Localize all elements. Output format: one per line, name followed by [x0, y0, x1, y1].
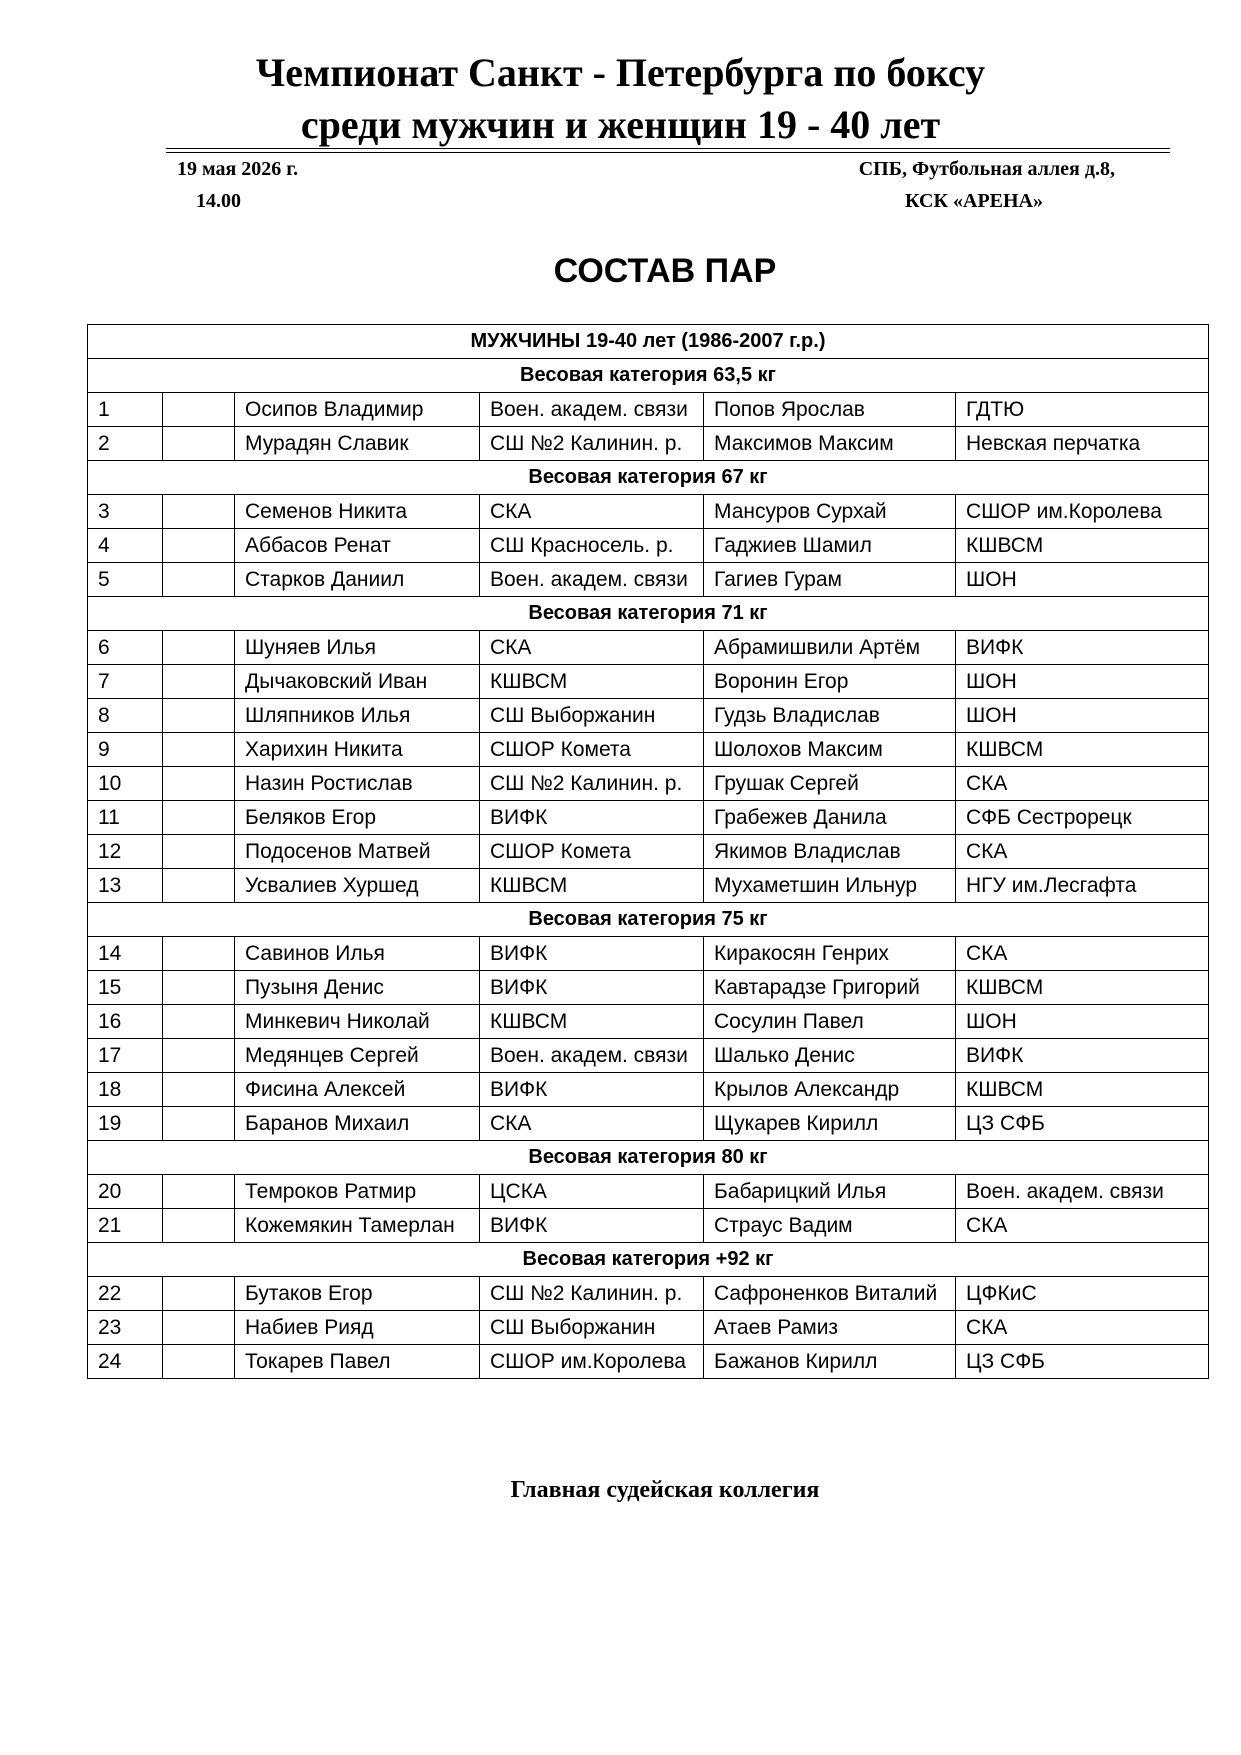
- blue-corner-boxer: Сосулин Павел: [704, 1005, 956, 1039]
- blue-corner-club: ЦЗ СФБ: [956, 1107, 1209, 1141]
- event-date: 19 мая 2026 г.: [177, 158, 299, 180]
- table-row: [88, 1345, 1209, 1379]
- bout-number: 17: [88, 1039, 163, 1073]
- table-row: [88, 427, 1209, 461]
- blue-corner-boxer: Мансуров Сурхай: [704, 495, 956, 529]
- blue-corner-club: СКА: [956, 1311, 1209, 1345]
- title-underline-bottom: [166, 152, 1170, 153]
- document-title-line1: Чемпионат Санкт - Петербурга по боксу: [255, 50, 986, 95]
- bout-number: 10: [88, 767, 163, 801]
- table-row: [88, 1277, 1209, 1311]
- red-corner-boxer: Баранов Михаил: [235, 1107, 480, 1141]
- weight-category-row: [88, 903, 1209, 937]
- red-corner-club: СШ №2 Калинин. р.: [480, 427, 704, 461]
- blue-corner-club: ВИФК: [956, 1039, 1209, 1073]
- blue-corner-club: КШВСМ: [956, 1073, 1209, 1107]
- red-corner-boxer: Харихин Никита: [235, 733, 480, 767]
- bout-number: 18: [88, 1073, 163, 1107]
- red-corner-boxer: Дычаковский Иван: [235, 665, 480, 699]
- bout-number: 1: [88, 393, 163, 427]
- bout-number: 21: [88, 1209, 163, 1243]
- blue-corner-club: КШВСМ: [956, 529, 1209, 563]
- bout-number: 12: [88, 835, 163, 869]
- blank-cell: [163, 1107, 235, 1141]
- blue-corner-boxer: Шалько Денис: [704, 1039, 956, 1073]
- blue-corner-boxer: Попов Ярослав: [704, 393, 956, 427]
- table-row: [88, 733, 1209, 767]
- blue-corner-club: ШОН: [956, 699, 1209, 733]
- blank-cell: [163, 801, 235, 835]
- table-row: [88, 1039, 1209, 1073]
- document-title-line2: среди мужчин и женщин 19 - 40 лет: [300, 102, 941, 147]
- blank-cell: [163, 665, 235, 699]
- table-row: [88, 971, 1209, 1005]
- blue-corner-boxer: Мухаметшин Ильнур: [704, 869, 956, 903]
- table-row: [88, 699, 1209, 733]
- red-corner-club: СШ №2 Калинин. р.: [480, 767, 704, 801]
- red-corner-boxer: Минкевич Николай: [235, 1005, 480, 1039]
- red-corner-boxer: Усвалиев Хуршед: [235, 869, 480, 903]
- pairs-table-body: [88, 325, 1209, 1379]
- red-corner-club: СШ Выборжанин: [480, 699, 704, 733]
- red-corner-club: СШОР им.Королева: [480, 1345, 704, 1379]
- weight-category-row: [88, 461, 1209, 495]
- weight-category-title: Весовая категория 67 кг: [88, 461, 1209, 495]
- blue-corner-boxer: Бажанов Кирилл: [704, 1345, 956, 1379]
- blue-corner-boxer: Максимов Максим: [704, 427, 956, 461]
- red-corner-boxer: Старков Даниил: [235, 563, 480, 597]
- bout-number: 14: [88, 937, 163, 971]
- table-row: [88, 1311, 1209, 1345]
- bout-number: 3: [88, 495, 163, 529]
- red-corner-club: СШ №2 Калинин. р.: [480, 1277, 704, 1311]
- red-corner-boxer: Беляков Егор: [235, 801, 480, 835]
- red-corner-boxer: Кожемякин Тамерлан: [235, 1209, 480, 1243]
- blue-corner-boxer: Грушак Сергей: [704, 767, 956, 801]
- bout-number: 20: [88, 1175, 163, 1209]
- bout-number: 9: [88, 733, 163, 767]
- event-time: 14.00: [196, 190, 241, 212]
- weight-category-title: Весовая категория 75 кг: [88, 903, 1209, 937]
- red-corner-boxer: Шуняев Илья: [235, 631, 480, 665]
- blank-cell: [163, 1175, 235, 1209]
- red-corner-boxer: Шляпников Илья: [235, 699, 480, 733]
- red-corner-boxer: Назин Ростислав: [235, 767, 480, 801]
- blank-cell: [163, 1209, 235, 1243]
- bout-number: 19: [88, 1107, 163, 1141]
- blue-corner-boxer: Страус Вадим: [704, 1209, 956, 1243]
- table-row: [88, 937, 1209, 971]
- blue-corner-boxer: Щукарев Кирилл: [704, 1107, 956, 1141]
- weight-category-row: [88, 359, 1209, 393]
- blank-cell: [163, 1039, 235, 1073]
- blue-corner-boxer: Воронин Егор: [704, 665, 956, 699]
- blank-cell: [163, 733, 235, 767]
- table-row: [88, 665, 1209, 699]
- blank-cell: [163, 1073, 235, 1107]
- blue-corner-club: Воен. академ. связи: [956, 1175, 1209, 1209]
- table-row: [88, 1073, 1209, 1107]
- red-corner-boxer: Аббасов Ренат: [235, 529, 480, 563]
- blue-corner-club: СКА: [956, 767, 1209, 801]
- red-corner-boxer: Семенов Никита: [235, 495, 480, 529]
- red-corner-club: ВИФК: [480, 971, 704, 1005]
- red-corner-club: Воен. академ. связи: [480, 393, 704, 427]
- table-row: [88, 869, 1209, 903]
- blue-corner-club: СШОР им.Королева: [956, 495, 1209, 529]
- red-corner-club: ВИФК: [480, 1073, 704, 1107]
- weight-category-row: [88, 597, 1209, 631]
- blue-corner-club: ЦЗ СФБ: [956, 1345, 1209, 1379]
- table-row: [88, 495, 1209, 529]
- red-corner-club: КШВСМ: [480, 665, 704, 699]
- bout-number: 22: [88, 1277, 163, 1311]
- table-row: [88, 529, 1209, 563]
- red-corner-boxer: Подосенов Матвей: [235, 835, 480, 869]
- bout-number: 16: [88, 1005, 163, 1039]
- blue-corner-boxer: Грабежев Данила: [704, 801, 956, 835]
- blue-corner-boxer: Гаджиев Шамил: [704, 529, 956, 563]
- blue-corner-club: ГДТЮ: [956, 393, 1209, 427]
- red-corner-boxer: Фисина Алексей: [235, 1073, 480, 1107]
- weight-category-row: [88, 1243, 1209, 1277]
- blank-cell: [163, 971, 235, 1005]
- blue-corner-boxer: Киракосян Генрих: [704, 937, 956, 971]
- blank-cell: [163, 869, 235, 903]
- blue-corner-club: СФБ Сестрорецк: [956, 801, 1209, 835]
- table-row: [88, 631, 1209, 665]
- red-corner-boxer: Токарев Павел: [235, 1345, 480, 1379]
- bout-number: 6: [88, 631, 163, 665]
- blue-corner-boxer: Кавтарадзе Григорий: [704, 971, 956, 1005]
- blue-corner-club: СКА: [956, 937, 1209, 971]
- blank-cell: [163, 529, 235, 563]
- group-title-row: [88, 325, 1209, 359]
- red-corner-boxer: Темроков Ратмир: [235, 1175, 480, 1209]
- red-corner-club: ЦСКА: [480, 1175, 704, 1209]
- red-corner-club: ВИФК: [480, 937, 704, 971]
- red-corner-club: КШВСМ: [480, 869, 704, 903]
- blue-corner-boxer: Атаев Рамиз: [704, 1311, 956, 1345]
- blank-cell: [163, 1005, 235, 1039]
- blue-corner-club: ШОН: [956, 1005, 1209, 1039]
- event-address: СПБ, Футбольная аллея д.8,: [858, 158, 1115, 180]
- blue-corner-boxer: Абрамишвили Артём: [704, 631, 956, 665]
- red-corner-club: ВИФК: [480, 801, 704, 835]
- weight-category-title: Весовая категория +92 кг: [88, 1243, 1209, 1277]
- blank-cell: [163, 767, 235, 801]
- blank-cell: [163, 393, 235, 427]
- event-venue: КСК «АРЕНА»: [905, 190, 1043, 212]
- bout-number: 8: [88, 699, 163, 733]
- table-row: [88, 835, 1209, 869]
- table-row: [88, 767, 1209, 801]
- blue-corner-club: ВИФК: [956, 631, 1209, 665]
- red-corner-club: СКА: [480, 631, 704, 665]
- bout-number: 13: [88, 869, 163, 903]
- red-corner-boxer: Набиев Рияд: [235, 1311, 480, 1345]
- table-row: [88, 1107, 1209, 1141]
- pairs-table: [87, 324, 1209, 1379]
- blank-cell: [163, 835, 235, 869]
- weight-category-title: Весовая категория 80 кг: [88, 1141, 1209, 1175]
- blue-corner-club: ШОН: [956, 563, 1209, 597]
- table-row: [88, 1209, 1209, 1243]
- blue-corner-boxer: Шолохов Максим: [704, 733, 956, 767]
- bout-number: 4: [88, 529, 163, 563]
- blue-corner-club: КШВСМ: [956, 971, 1209, 1005]
- blue-corner-club: ШОН: [956, 665, 1209, 699]
- section-title: СОСТАВ ПАР: [553, 252, 777, 290]
- blue-corner-club: Невская перчатка: [956, 427, 1209, 461]
- red-corner-boxer: Савинов Илья: [235, 937, 480, 971]
- blank-cell: [163, 1277, 235, 1311]
- table-row: [88, 563, 1209, 597]
- group-title: МУЖЧИНЫ 19-40 лет (1986-2007 г.р.): [88, 325, 1209, 359]
- red-corner-boxer: Мурадян Славик: [235, 427, 480, 461]
- weight-category-row: [88, 1141, 1209, 1175]
- bout-number: 23: [88, 1311, 163, 1345]
- red-corner-club: ВИФК: [480, 1209, 704, 1243]
- blue-corner-boxer: Гудзь Владислав: [704, 699, 956, 733]
- red-corner-club: СШОР Комета: [480, 733, 704, 767]
- blank-cell: [163, 1311, 235, 1345]
- red-corner-club: СКА: [480, 1107, 704, 1141]
- blank-cell: [163, 699, 235, 733]
- bout-number: 2: [88, 427, 163, 461]
- blue-corner-boxer: Сафроненков Виталий: [704, 1277, 956, 1311]
- blank-cell: [163, 937, 235, 971]
- red-corner-club: Воен. академ. связи: [480, 563, 704, 597]
- blue-corner-club: КШВСМ: [956, 733, 1209, 767]
- blue-corner-club: ЦФКиС: [956, 1277, 1209, 1311]
- weight-category-title: Весовая категория 63,5 кг: [88, 359, 1209, 393]
- weight-category-title: Весовая категория 71 кг: [88, 597, 1209, 631]
- red-corner-club: СШ Выборжанин: [480, 1311, 704, 1345]
- blue-corner-boxer: Гагиев Гурам: [704, 563, 956, 597]
- table-row: [88, 801, 1209, 835]
- blue-corner-club: СКА: [956, 1209, 1209, 1243]
- blue-corner-club: НГУ им.Лесгафта: [956, 869, 1209, 903]
- blue-corner-boxer: Якимов Владислав: [704, 835, 956, 869]
- red-corner-boxer: Бутаков Егор: [235, 1277, 480, 1311]
- red-corner-club: СКА: [480, 495, 704, 529]
- table-row: [88, 393, 1209, 427]
- blue-corner-club: СКА: [956, 835, 1209, 869]
- blank-cell: [163, 427, 235, 461]
- blank-cell: [163, 631, 235, 665]
- blank-cell: [163, 1345, 235, 1379]
- blank-cell: [163, 495, 235, 529]
- red-corner-boxer: Пузыня Денис: [235, 971, 480, 1005]
- judges-panel-label: Главная судейская коллегия: [510, 1477, 820, 1503]
- red-corner-boxer: Медянцев Сергей: [235, 1039, 480, 1073]
- bout-number: 5: [88, 563, 163, 597]
- red-corner-boxer: Осипов Владимир: [235, 393, 480, 427]
- bout-number: 7: [88, 665, 163, 699]
- red-corner-club: СШ Красносель. р.: [480, 529, 704, 563]
- table-row: [88, 1005, 1209, 1039]
- bout-number: 15: [88, 971, 163, 1005]
- table-row: [88, 1175, 1209, 1209]
- blank-cell: [163, 563, 235, 597]
- title-underline-top: [166, 148, 1170, 149]
- blue-corner-boxer: Бабарицкий Илья: [704, 1175, 956, 1209]
- red-corner-club: СШОР Комета: [480, 835, 704, 869]
- red-corner-club: КШВСМ: [480, 1005, 704, 1039]
- bout-number: 24: [88, 1345, 163, 1379]
- blue-corner-boxer: Крылов Александр: [704, 1073, 956, 1107]
- red-corner-club: Воен. академ. связи: [480, 1039, 704, 1073]
- bout-number: 11: [88, 801, 163, 835]
